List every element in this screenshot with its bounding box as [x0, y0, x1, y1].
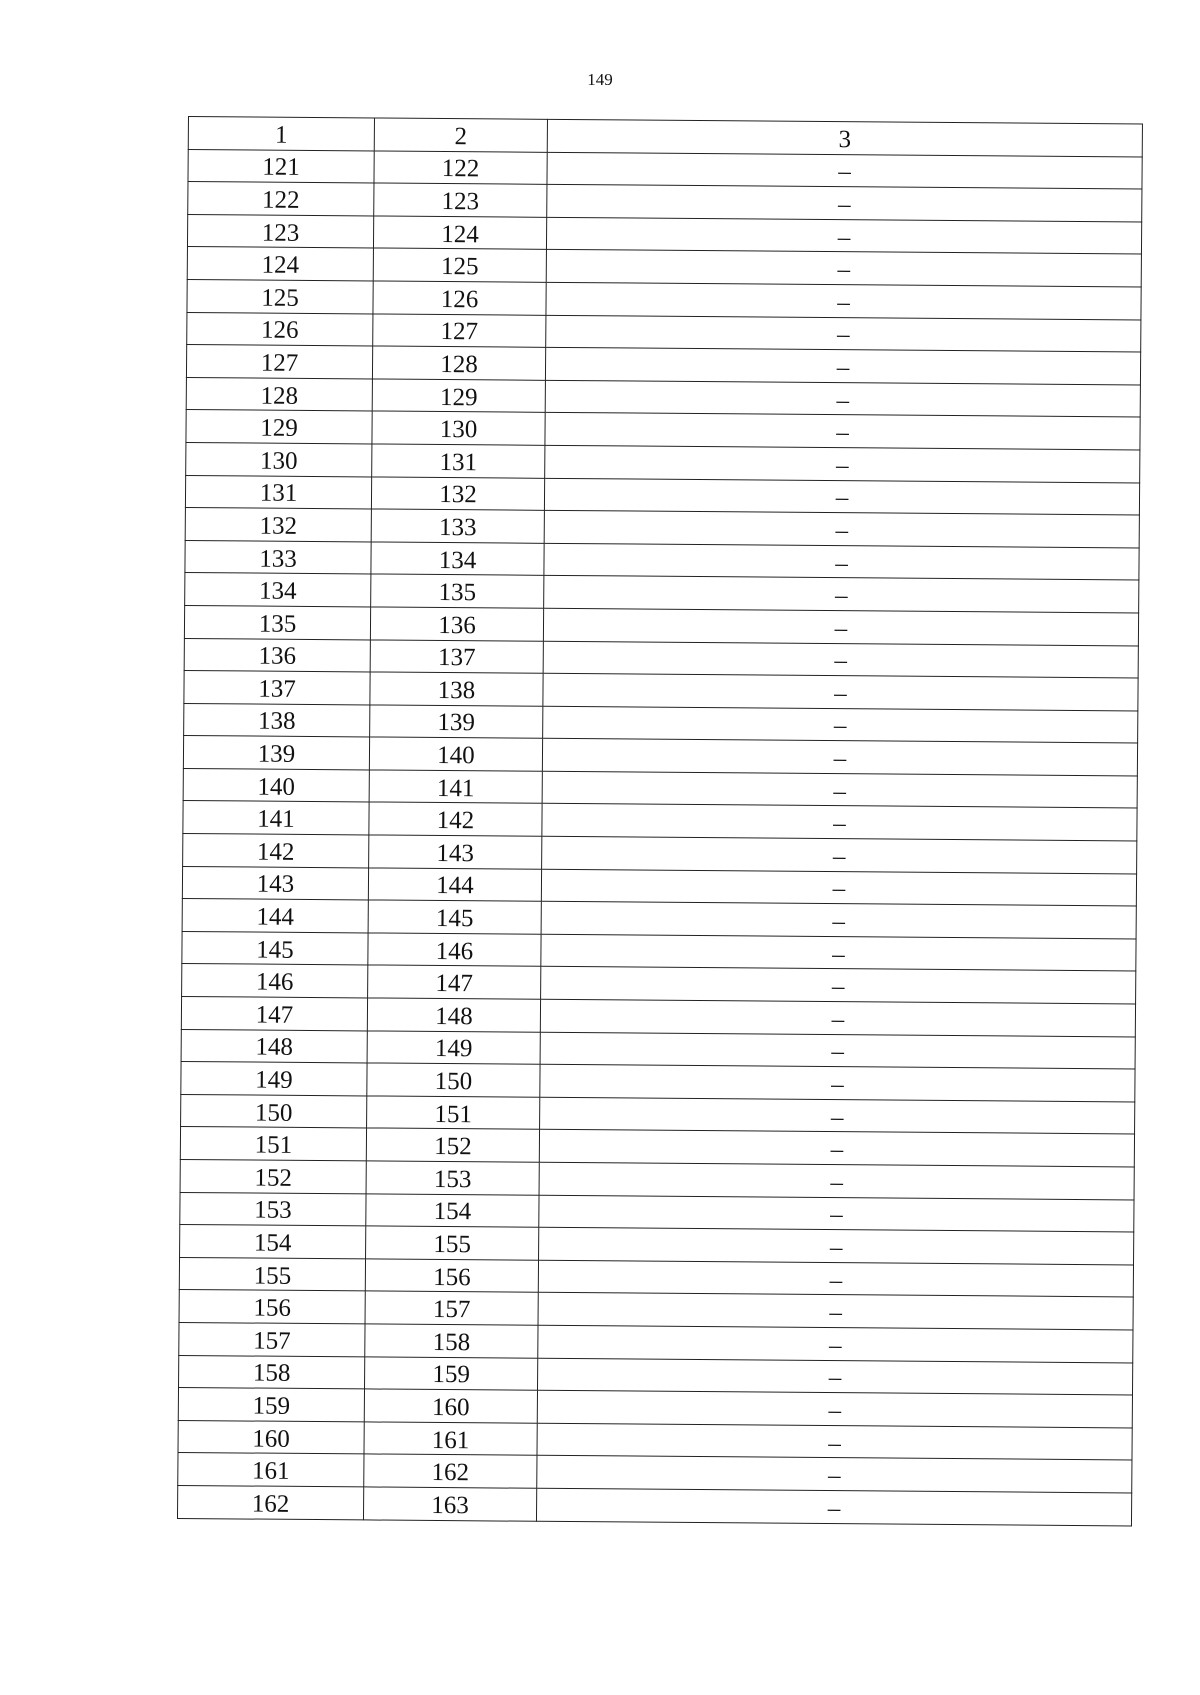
table-row [177, 1485, 1131, 1525]
table-cell-col-2: 151 [367, 1096, 540, 1130]
table-cell-col-1: 132 [185, 508, 371, 542]
table-cell-col-1: 137 [184, 671, 370, 705]
table-cell-col-2: 132 [371, 476, 544, 510]
table-cell-col-1: 142 [183, 834, 369, 868]
table-cell-col-2: 135 [371, 574, 544, 608]
table-cell-col-2: 146 [368, 933, 541, 967]
table-cell-col-3: – [537, 1423, 1132, 1460]
table-cell-col-3: – [542, 739, 1137, 776]
table-cell-col-1: 129 [186, 410, 372, 444]
table-cell-col-1: 146 [182, 964, 368, 998]
table-cell-col-1: 151 [180, 1127, 366, 1161]
table-cell-col-2: 152 [366, 1128, 539, 1162]
table-cell-col-3: – [537, 1390, 1132, 1427]
table-cell-col-3: – [538, 1358, 1133, 1395]
table-cell-col-2: 126 [373, 281, 546, 315]
table-cell-col-2: 159 [365, 1356, 538, 1390]
table-cell-col-2: 140 [369, 737, 542, 771]
table-cell-col-1: 149 [181, 1062, 367, 1096]
table-cell-col-1: 158 [179, 1355, 365, 1389]
table-cell-col-2: 124 [373, 216, 546, 250]
table-cell-col-3: – [540, 1065, 1135, 1102]
table-cell-col-1: 123 [187, 214, 373, 248]
table-cell-col-3: – [543, 641, 1138, 678]
table-cell-col-2: 136 [370, 607, 543, 641]
table-cell-col-2: 163 [363, 1487, 536, 1521]
table-cell-col-2: 122 [374, 151, 547, 185]
table-cell-col-1: 159 [178, 1388, 364, 1422]
table-cell-col-2: 148 [367, 998, 540, 1032]
table-cell-col-1: 148 [181, 1029, 367, 1063]
table-cell-col-3: – [544, 478, 1139, 515]
table-cell-col-2: 141 [369, 770, 542, 804]
table-cell-col-1: 144 [182, 899, 368, 933]
table-cell-col-3: – [540, 1097, 1135, 1134]
table-cell-col-3: – [540, 1032, 1135, 1069]
table-cell-col-3: – [546, 282, 1141, 319]
table-cell-col-3: – [543, 706, 1138, 743]
table-cell-col-2: 128 [372, 346, 545, 380]
table-cell-col-2: 123 [374, 183, 547, 217]
table-cell-col-1: 147 [181, 997, 367, 1031]
table-cell-col-2: 133 [371, 509, 544, 543]
page-number: 149 [587, 70, 613, 89]
table-cell-col-1: 140 [183, 768, 369, 802]
table-cell-col-2: 130 [372, 411, 545, 445]
table-cell-col-3: – [546, 315, 1141, 352]
table-cell-col-3: – [546, 250, 1141, 287]
table-cell-col-1: 124 [187, 247, 373, 281]
table-cell-col-1: 150 [181, 1094, 367, 1128]
table-cell-col-1: 161 [178, 1453, 364, 1487]
table-cell-col-2: 158 [365, 1324, 538, 1358]
table-cell-col-1: 134 [185, 573, 371, 607]
table-cell-col-3: – [547, 152, 1142, 189]
table-cell-col-3: – [543, 608, 1138, 645]
column-header-2: 2 [374, 118, 547, 152]
table-cell-col-2: 161 [364, 1422, 537, 1456]
table-cell-col-3: – [538, 1325, 1133, 1362]
table-cell-col-3: – [541, 902, 1136, 939]
data-table [177, 116, 1143, 1526]
table-cell-col-2: 143 [369, 835, 542, 869]
table-cell-col-3: – [540, 999, 1135, 1036]
table-body [177, 149, 1142, 1525]
table-cell-col-1: 141 [183, 801, 369, 835]
column-header-1: 1 [188, 117, 374, 151]
table-cell-col-3: – [541, 934, 1136, 971]
table-cell-col-2: 160 [364, 1389, 537, 1423]
table-cell-col-3: – [538, 1293, 1133, 1330]
table-cell-col-2: 137 [370, 639, 543, 673]
table-cell-col-3: – [545, 347, 1140, 384]
table-cell-col-2: 149 [367, 1031, 540, 1065]
table-cell-col-2: 155 [366, 1226, 539, 1260]
table-cell-col-3: – [547, 185, 1142, 222]
table-cell-col-2: 154 [366, 1194, 539, 1228]
table-cell-col-1: 156 [179, 1290, 365, 1324]
table-cell-col-3: – [542, 836, 1137, 873]
table-cell-col-1: 155 [179, 1257, 365, 1291]
table-cell-col-3: – [544, 576, 1139, 613]
table-cell-col-1: 130 [186, 442, 372, 476]
table-cell-col-3: – [541, 869, 1136, 906]
table-cell-col-3: – [538, 1260, 1133, 1297]
table-cell-col-1: 152 [180, 1159, 366, 1193]
table-cell-col-2: 138 [370, 672, 543, 706]
table-cell-col-3: – [536, 1488, 1131, 1525]
table-cell-col-2: 157 [365, 1291, 538, 1325]
table-cell-col-2: 147 [368, 965, 541, 999]
table-cell-col-1: 135 [184, 605, 370, 639]
table-cell-col-3: – [545, 413, 1140, 450]
table-cell-col-3: – [544, 510, 1139, 547]
table-cell-col-1: 145 [182, 931, 368, 965]
table-cell-col-3: – [539, 1195, 1134, 1232]
table-cell-col-2: 150 [367, 1063, 540, 1097]
table-cell-col-2: 129 [372, 379, 545, 413]
table-cell-col-3: – [545, 445, 1140, 482]
table-cell-col-3: – [543, 673, 1138, 710]
table-cell-col-3: – [539, 1130, 1134, 1167]
table-cell-col-1: 131 [185, 475, 371, 509]
table-cell-col-1: 160 [178, 1420, 364, 1454]
table-cell-col-2: 134 [371, 542, 544, 576]
table-cell-col-1: 133 [185, 540, 371, 574]
table-cell-col-2: 131 [372, 444, 545, 478]
table-cell-col-2: 125 [373, 248, 546, 282]
table-cell-col-1: 139 [183, 736, 369, 770]
table-cell-col-1: 154 [180, 1225, 366, 1259]
table-cell-col-2: 156 [365, 1259, 538, 1293]
table-cell-col-2: 142 [369, 802, 542, 836]
column-header-3: 3 [547, 119, 1142, 156]
table-cell-col-2: 139 [370, 705, 543, 739]
table-cell-col-1: 127 [186, 345, 372, 379]
table-cell-col-1: 153 [180, 1192, 366, 1226]
table-cell-col-2: 153 [366, 1161, 539, 1195]
table-cell-col-1: 125 [187, 279, 373, 313]
table-cell-col-3: – [544, 543, 1139, 580]
table-cell-col-3: – [539, 1162, 1134, 1199]
table-cell-col-1: 126 [187, 312, 373, 346]
table-cell-col-2: 127 [373, 314, 546, 348]
table-cell-col-3: – [537, 1456, 1132, 1493]
table-cell-col-3: – [542, 804, 1137, 841]
table-cell-col-1: 143 [182, 866, 368, 900]
table-cell-col-3: – [545, 380, 1140, 417]
table-cell-col-1: 136 [184, 638, 370, 672]
table-cell-col-3: – [541, 967, 1136, 1004]
table-cell-col-1: 138 [184, 703, 370, 737]
table-cell-col-3: – [542, 771, 1137, 808]
table-cell-col-2: 145 [368, 900, 541, 934]
table-cell-col-1: 128 [186, 377, 372, 411]
table-cell-col-1: 157 [179, 1322, 365, 1356]
table-cell-col-3: – [546, 217, 1141, 254]
table-cell-col-1: 121 [188, 149, 374, 183]
table-cell-col-1: 122 [188, 182, 374, 216]
table-cell-col-2: 162 [364, 1454, 537, 1488]
table-cell-col-1: 162 [177, 1485, 363, 1519]
table-cell-col-2: 144 [368, 868, 541, 902]
table-cell-col-3: – [539, 1227, 1134, 1264]
